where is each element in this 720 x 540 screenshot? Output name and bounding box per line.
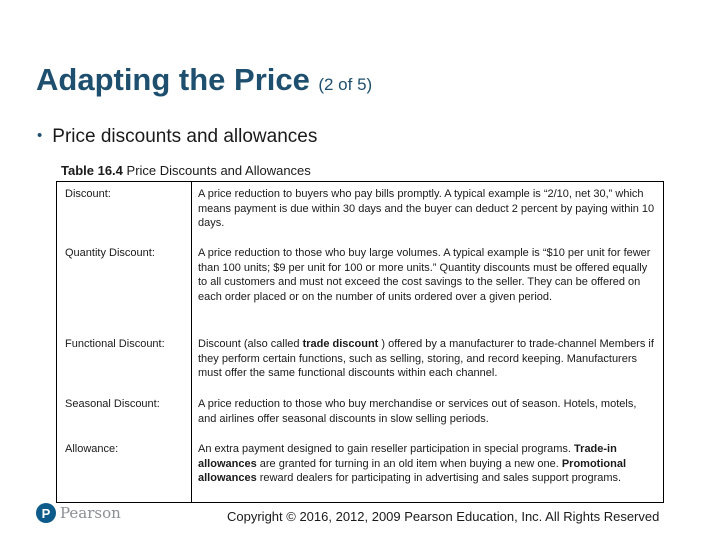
bold-term: Trade-in allowances [198,443,617,470]
description-text: A price reduction to those who buy merchandise or services out of season. Hotels, motels, and airlines offer seasonal discounts in slow selling periods. [198,398,637,425]
table-row [57,392,664,437]
table-caption [61,163,311,178]
description-text: are granted for turning in an old item when buying a new one. [256,457,562,470]
bullet-icon: • [37,127,43,144]
table-caption-text: Price Discounts and Allowances [126,163,311,178]
copyright-notice: Copyright © 2016, 2012, 2009 Pearson Education, Inc. All Rights Reserved [227,509,660,524]
table-row [57,182,664,242]
description-cell [192,182,664,242]
description-text: reward dealers for participating in advertising and sales support programs. [256,472,622,484]
description-text: A price reduction to those who buy large volumes. A typical example is “$10 per unit for fewer than 100 units; $9 per unit for 100 or more units.” Quantity discounts must be offered equally to all customers and must not exceed the cost savings to the seller. They can be offered on each order placed or on the number of units ordered over a given period. [198,247,651,303]
slide-title [36,62,372,98]
description-cell [192,437,664,503]
term-cell: Functional Discount: [57,332,192,392]
pearson-logo-text: Pearson [60,504,121,522]
bold-term: trade discount [302,338,379,350]
description-text: A price reduction to buyers who pay bills promptly. A typical example is “2/10, net 30,” which means payment is due within 30 days and the buyer can deduct 2 percent by paying within 10 days. [198,188,655,229]
table-row [57,241,664,332]
price-discounts-table [56,181,664,503]
table-row [57,437,664,503]
bold-term: Promotional allowances [198,457,627,484]
description-text: Discount (also called [198,338,303,350]
term-cell: Seasonal Discount: [57,392,192,437]
term-cell: Allowance: [57,437,192,503]
term-cell: Quantity Discount: [57,241,192,332]
pearson-logo-icon: P [36,503,56,523]
term-cell: Discount: [57,182,192,242]
description-text: ) offered by a manufacturer to trade-channel Members if they perform certain functions, such as selling, storing, and record keeping. Manufacturers must offer the same functional discounts within each channel. [198,338,654,379]
table-row [57,332,664,392]
description-text: An extra payment designed to gain reseller participation in special programs. [198,443,575,455]
description-cell [192,392,664,437]
title-subtitle: (2 of 5) [318,75,373,94]
table-caption-label: Table 16.4 [61,163,123,178]
title-main: Adapting the Price [36,62,310,97]
bullet-text: Price discounts and allowances [52,126,318,147]
bullet-item [37,126,317,148]
pearson-logo [36,503,121,523]
description-cell [192,332,664,392]
description-cell [192,241,664,332]
